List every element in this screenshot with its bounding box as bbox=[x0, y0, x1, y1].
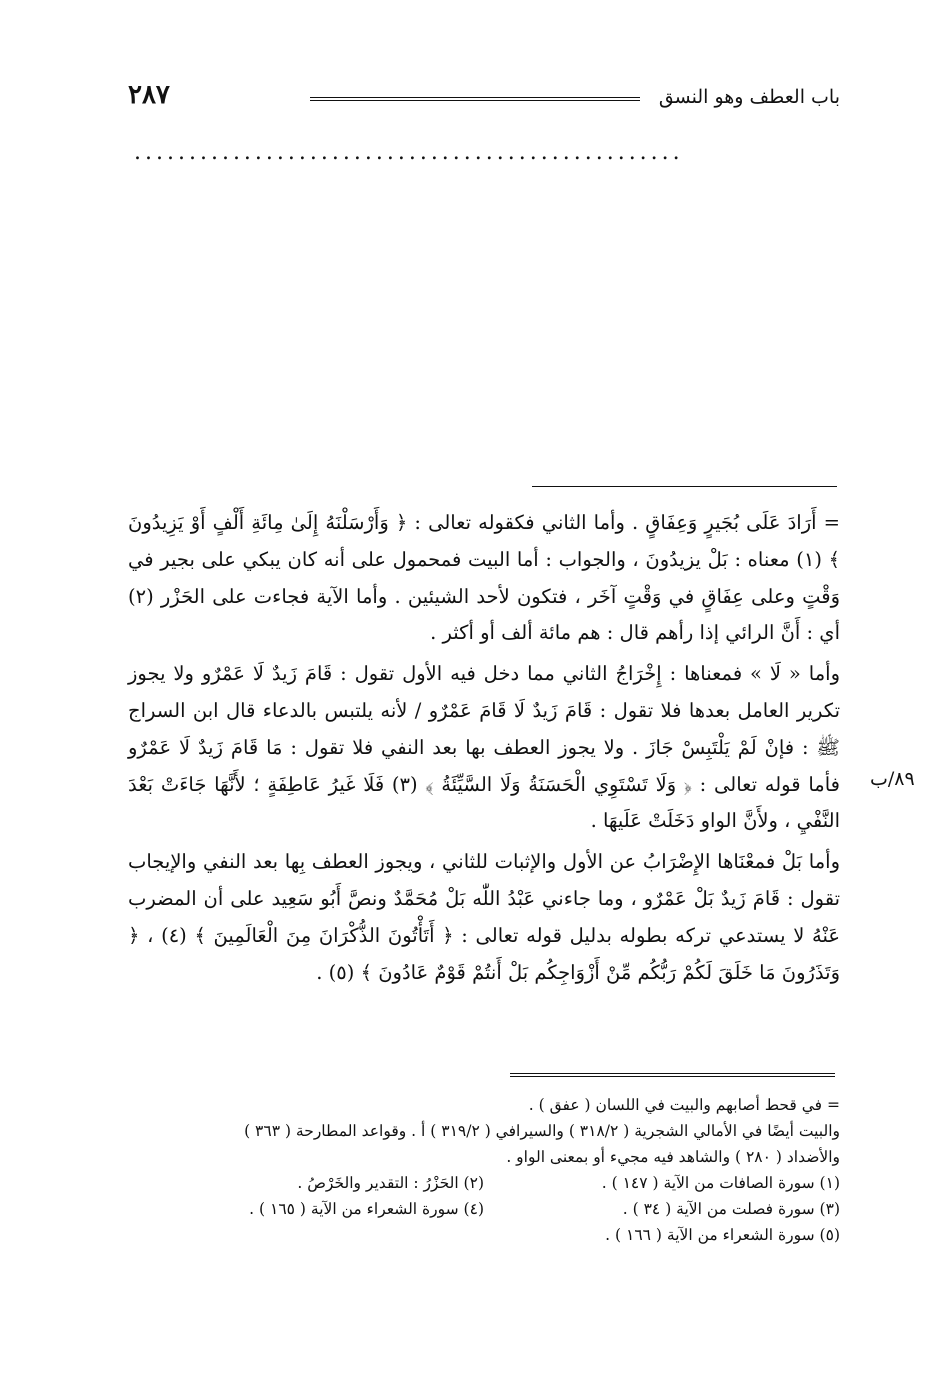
footnote-row bbox=[128, 1170, 840, 1196]
header-rule bbox=[310, 97, 640, 101]
page-header bbox=[128, 78, 840, 118]
paragraph: = أَرَادَ عَلَى بُجَيرٍ وَعِفَاقٍ . وأما الثاني فكقوله تعالى : ﴿ وَأَرْسَلْنَهُ إِلَىٰ مِائَةِ أَلْفٍ أَوْ يَزِيدُونَ ﴾ (١) معناه : بَلْ يزيدُونَ ، والجواب : أما البيت فمحمول على أنه كان يبكي على بجير في وَقْتٍ وعلى عِفَاقٍ في وَقْتٍ آخَر ، فتكون لأحد الشيئين . وأما الآية فجاءت على الحَزْر (٢) أي : أَنَّ الرائي إذا رأهم قال : هم مائة ألف أو أكثر . bbox=[128, 511, 840, 645]
chapter-title: باب العطف وهو النسق bbox=[658, 86, 840, 108]
footnote-line: = في قحط أصابهم والبيت في اللسان ( عفق ) . bbox=[528, 1096, 840, 1114]
text-top-rule bbox=[532, 486, 837, 487]
footnote-line: والبيت أيضًا في الأمالي الشجرية ( ٣١٨/٢ ) والسيرافي ( ٣١٩/٢ ) أ . وقواعد المطارحة ( ٣٦٣ ) bbox=[244, 1122, 840, 1140]
dotted-separator: .................................................. bbox=[134, 140, 684, 165]
footnote-row bbox=[128, 1196, 840, 1222]
footnote: (٢) الحَزْرُ : التقدير والخَرْصُ . bbox=[297, 1174, 484, 1192]
paragraph: وأما بَلْ فمعْنَاها الإِضْرَابُ عن الأول والإثبات للثاني ، ويجوز العطف بِها بعد النفي والإيجاب تقول : قَامَ زَيدٌ بَلْ عَمْرٌو ، وما جاءني عَبْدُ اللّٰه بَلْ مُحَمَّدٌ ونصَّ أَبُو سَعِيد على أن المضرب عَنْهُ لا يستدعي تركه بطوله بدليل قوله تعالى : ﴿ أَتَأْتُونَ الذُّكْرَانَ مِنَ الْعَالَمِينَ ﴾ (٤) ، ﴿ وَتَذَرُونَ مَا خَلَقَ لَكُمْ رَبُّكُم مِّنْ أَزْوَاجِكُم بَلْ أَنتُمْ قَوْمٌ عَادُونَ ﴾ (٥) . bbox=[128, 850, 840, 984]
footnote: (٣) سورة فصلت من الآية ( ٣٤ ) . bbox=[622, 1200, 840, 1218]
footnote-separator bbox=[510, 1073, 835, 1077]
footnotes bbox=[128, 1092, 840, 1248]
manuscript-folio-note: ٨٩/ب bbox=[870, 768, 915, 790]
footnote: (٥) سورة الشعراء من الآية ( ١٦٦ ) . bbox=[605, 1226, 840, 1244]
footnote-line: والأضداد ( ٢٨٠ ) والشاهد فيه مجيء أو بمعنى الواو . bbox=[506, 1148, 840, 1166]
footnote: (٤) سورة الشعراء من الآية ( ١٦٥ ) . bbox=[249, 1200, 484, 1218]
footnote-row bbox=[128, 1222, 840, 1248]
footnote bbox=[128, 1222, 484, 1248]
main-text bbox=[128, 505, 840, 991]
page-number: ٢٨٧ bbox=[128, 80, 170, 110]
footnote: (١) سورة الصافات من الآية ( ١٤٧ ) . bbox=[601, 1174, 840, 1192]
paragraph: وأما « لَا » فمعناها : إِخْرَاجُ الثاني مما دخل فيه الأول تقول : قَامَ زَيدٌ لَا عَمْرٌو ولا يجوز تكرير العامل بعدها فلا تقول : قَامَ زَيدٌ لَا قَامَ عَمْرٌو / لأنه يلتبس بالدعاء قال ابن السراج ﷺ : فإنْ لَمْ يَلْتَبِسْ جَازَ . ولا يجوز العطف بها بعد النفي فلا تقول : مَا قَامَ زَيدٌ لَا عَمْرٌو فأما قوله تعالى : ﴿ وَلَا تَسْتَوِي الْحَسَنَةُ وَلَا السَّيِّئَةُ ﴾ (٣) فَلَا غَيرُ عَاطِفَةٍ ؛ لأَنَّهَا جَاءَتْ بَعْدَ النَّفْيِ ، ولأَنَّ الواو دَخَلَتْ عَلَيهَا . bbox=[128, 662, 840, 833]
